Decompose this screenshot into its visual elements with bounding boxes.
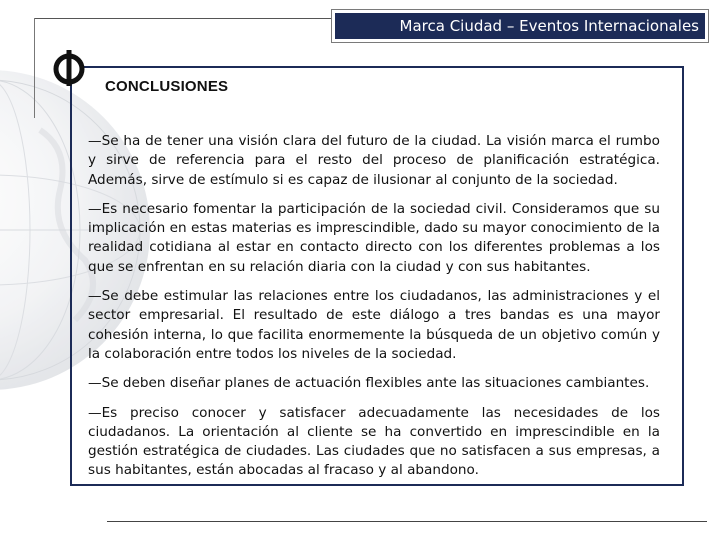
paragraph-1: —Se ha de tener una visión clara del futuro de la ciudad. La visión marca el rumbo y sirve de referencia para el resto del proceso de planificación estratégica. Además, sirve de estímulo si es capaz de ilusionar al conjunto de la sociedad.	[88, 133, 660, 188]
conclusions-list	[88, 132, 660, 491]
paragraph-4: —Se deben diseñar planes de actuación flexibles ante las situaciones cambiantes.	[88, 375, 650, 392]
left-rule	[34, 18, 35, 118]
circle-bar-logo-icon	[52, 48, 86, 88]
section-title: CONCLUSIONES	[105, 78, 229, 95]
paragraph-5: —Es preciso conocer y satisfacer adecuadamente las necesidades de los ciudadanos. La orientación al cliente se ha convertido en imprescindible en la gestión estratégica de ciudades. Las ciudades que no satisfacen a sus empresas, a sus habitantes, están abocadas al fracaso y al abandono.	[88, 404, 660, 479]
paragraph-2: —Es necesario fomentar la participación de la sociedad civil. Consideramos que su implicación en estas materias es imprescindible, dado su mayor conocimiento de la realidad cotidiana al estar en contacto directo con los diferentes problemas a los que se enfrentan en su relación diaria con la ciudad y con sus habitantes.	[88, 200, 660, 275]
paragraph-3: —Se debe estimular las relaciones entre los ciudadanos, las administraciones y el sector empresarial. El resultado de este diálogo a tres bandas es una mayor cohesión interna, lo que facilita enormemente la búsqueda de un objetivo común y la colaboración entre todos los niveles de la sociedad.	[88, 288, 660, 362]
header-title: Marca Ciudad – Eventos Internacionales	[335, 13, 705, 39]
header-banner	[331, 9, 709, 43]
header-rule	[34, 18, 334, 19]
footer-rule	[107, 521, 707, 522]
